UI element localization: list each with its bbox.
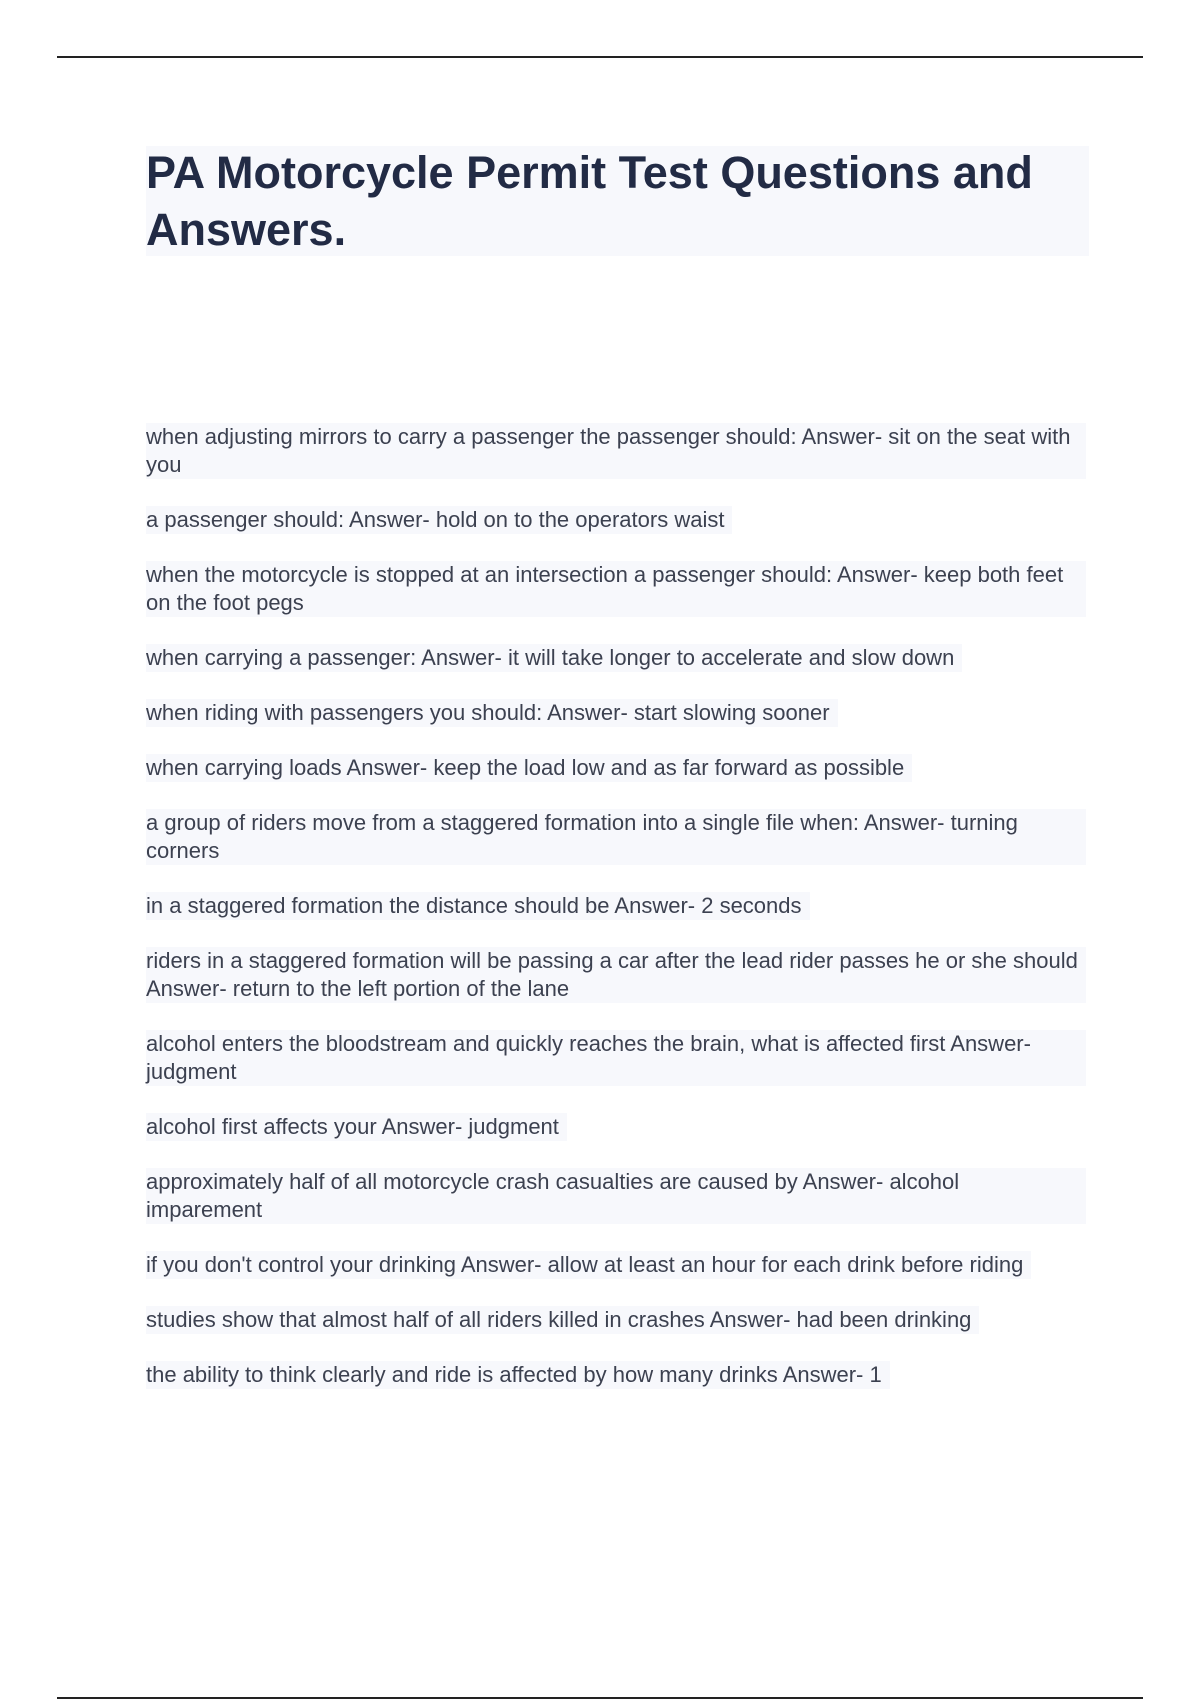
bottom-rule xyxy=(57,1697,1143,1699)
document-title: PA Motorcycle Permit Test Questions and Answers. xyxy=(146,147,1033,255)
qa-item-14: studies show that almost half of all riders killed in crashes Answer- had been drinking xyxy=(146,1306,979,1334)
qa-item-1: when adjusting mirrors to carry a passenger the passenger should: Answer- sit on the seat with you xyxy=(146,423,1086,479)
qa-list xyxy=(146,423,1086,1416)
qa-item-10: alcohol enters the bloodstream and quickly reaches the brain, what is affected first Answer- judgment xyxy=(146,1030,1086,1086)
top-rule xyxy=(57,56,1143,58)
qa-item-5: when riding with passengers you should: Answer- start slowing sooner xyxy=(146,699,838,727)
qa-item-15: the ability to think clearly and ride is affected by how many drinks Answer- 1 xyxy=(146,1361,890,1389)
qa-item-3: when the motorcycle is stopped at an intersection a passenger should: Answer- keep both feet on the foot pegs xyxy=(146,561,1086,617)
qa-item-6: when carrying loads Answer- keep the load low and as far forward as possible xyxy=(146,754,912,782)
qa-item-11: alcohol first affects your Answer- judgment xyxy=(146,1113,567,1141)
qa-item-13: if you don't control your drinking Answer- allow at least an hour for each drink before riding xyxy=(146,1251,1031,1279)
qa-item-4: when carrying a passenger: Answer- it will take longer to accelerate and slow down xyxy=(146,644,962,672)
qa-item-7: a group of riders move from a staggered formation into a single file when: Answer- turning corners xyxy=(146,809,1086,865)
qa-item-12: approximately half of all motorcycle crash casualties are caused by Answer- alcohol imparement xyxy=(146,1168,1086,1224)
qa-item-9: riders in a staggered formation will be passing a car after the lead rider passes he or she should Answer- return to the left portion of the lane xyxy=(146,947,1086,1003)
qa-item-8: in a staggered formation the distance should be Answer- 2 seconds xyxy=(146,892,810,920)
qa-item-2: a passenger should: Answer- hold on to the operators waist xyxy=(146,506,732,534)
